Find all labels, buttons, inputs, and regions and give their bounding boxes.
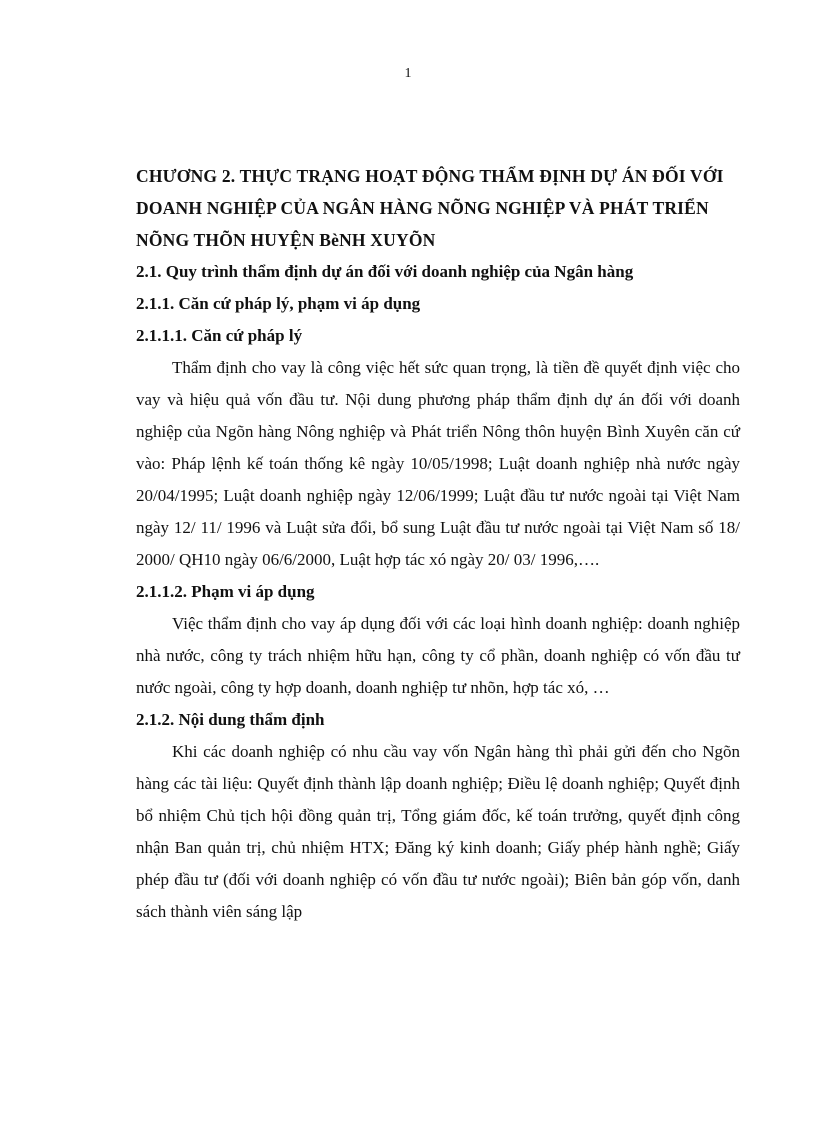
section-2-1-2-heading: 2.1.2. Nội dung thẩm định bbox=[136, 710, 325, 729]
paragraph-legal-basis: Thẩm định cho vay là công việc hết sức quan trọng, là tiền đề quyết định việc cho vay và hiệu quả vốn đầu tư. Nội dung phương pháp thẩm định dự án đối với doanh nghiệp của Ngõn hàng Nông nghiệp và Phát triển Nông thôn huyện Bình Xuyên căn cứ vào: Pháp lệnh kế toán thống kê ngày 10/05/1998; Luật doanh nghiệp nhà nước ngày 20/04/1995; Luật doanh nghiệp ngày 12/06/1999; Luật đầu tư nước ngoài tại Việt Nam ngày 12/ 11/ 1996 và Luật sửa đổi, bổ sung Luật đầu tư nước ngoài tại Việt Nam số 18/ 2000/ QH10 ngày 06/6/2000, Luật hợp tác xó ngày 20/ 03/ 1996,…. bbox=[136, 358, 740, 569]
document-body bbox=[136, 160, 740, 928]
paragraph-appraisal-content: Khi các doanh nghiệp có nhu cầu vay vốn Ngân hàng thì phải gửi đến cho Ngõn hàng các tài liệu: Quyết định thành lập doanh nghiệp; Điều lệ doanh nghiệp; Quyết định bổ nhiệm Chủ tịch hội đồng quản trị, Tổng giám đốc, kế toán trưởng, quyết định công nhận Ban quản trị, chủ nhiệm HTX; Đăng ký kinh doanh; Giấy phép hành nghề; Giấy phép đầu tư (đối với doanh nghiệp có vốn đầu tư nước ngoài); Biên bản góp vốn, danh sách thành viên sáng lập bbox=[136, 742, 740, 921]
section-2-1-heading: 2.1. Quy trình thẩm định dự án đối với doanh nghiệp của Ngân hàng bbox=[136, 262, 634, 281]
page-number: 1 bbox=[404, 66, 412, 81]
chapter-title: CHƯƠNG 2. THỰC TRẠNG HOẠT ĐỘNG THẨM ĐỊNH DỰ ÁN ĐỐI VỚI DOANH NGHIỆP CỦA NGÂN HÀNG NÕNG NGHIỆP VÀ PHÁT TRIỂN NÕNG THÕN HUYỆN BèNH XUYÕN bbox=[136, 166, 724, 250]
section-2-1-1-1-heading: 2.1.1.1. Căn cứ pháp lý bbox=[136, 326, 303, 345]
paragraph-scope: Việc thẩm định cho vay áp dụng đối với các loại hình doanh nghiệp: doanh nghiệp nhà nước, công ty trách nhiệm hữu hạn, công ty cổ phần, doanh nghiệp có vốn đầu tư nước ngoài, công ty hợp doanh, doanh nghiệp tư nhõn, hợp tác xó, … bbox=[136, 614, 740, 697]
section-2-1-1-heading: 2.1.1. Căn cứ pháp lý, phạm vi áp dụng bbox=[136, 294, 421, 313]
section-2-1-1-2-heading: 2.1.1.2. Phạm vi áp dụng bbox=[136, 582, 315, 601]
